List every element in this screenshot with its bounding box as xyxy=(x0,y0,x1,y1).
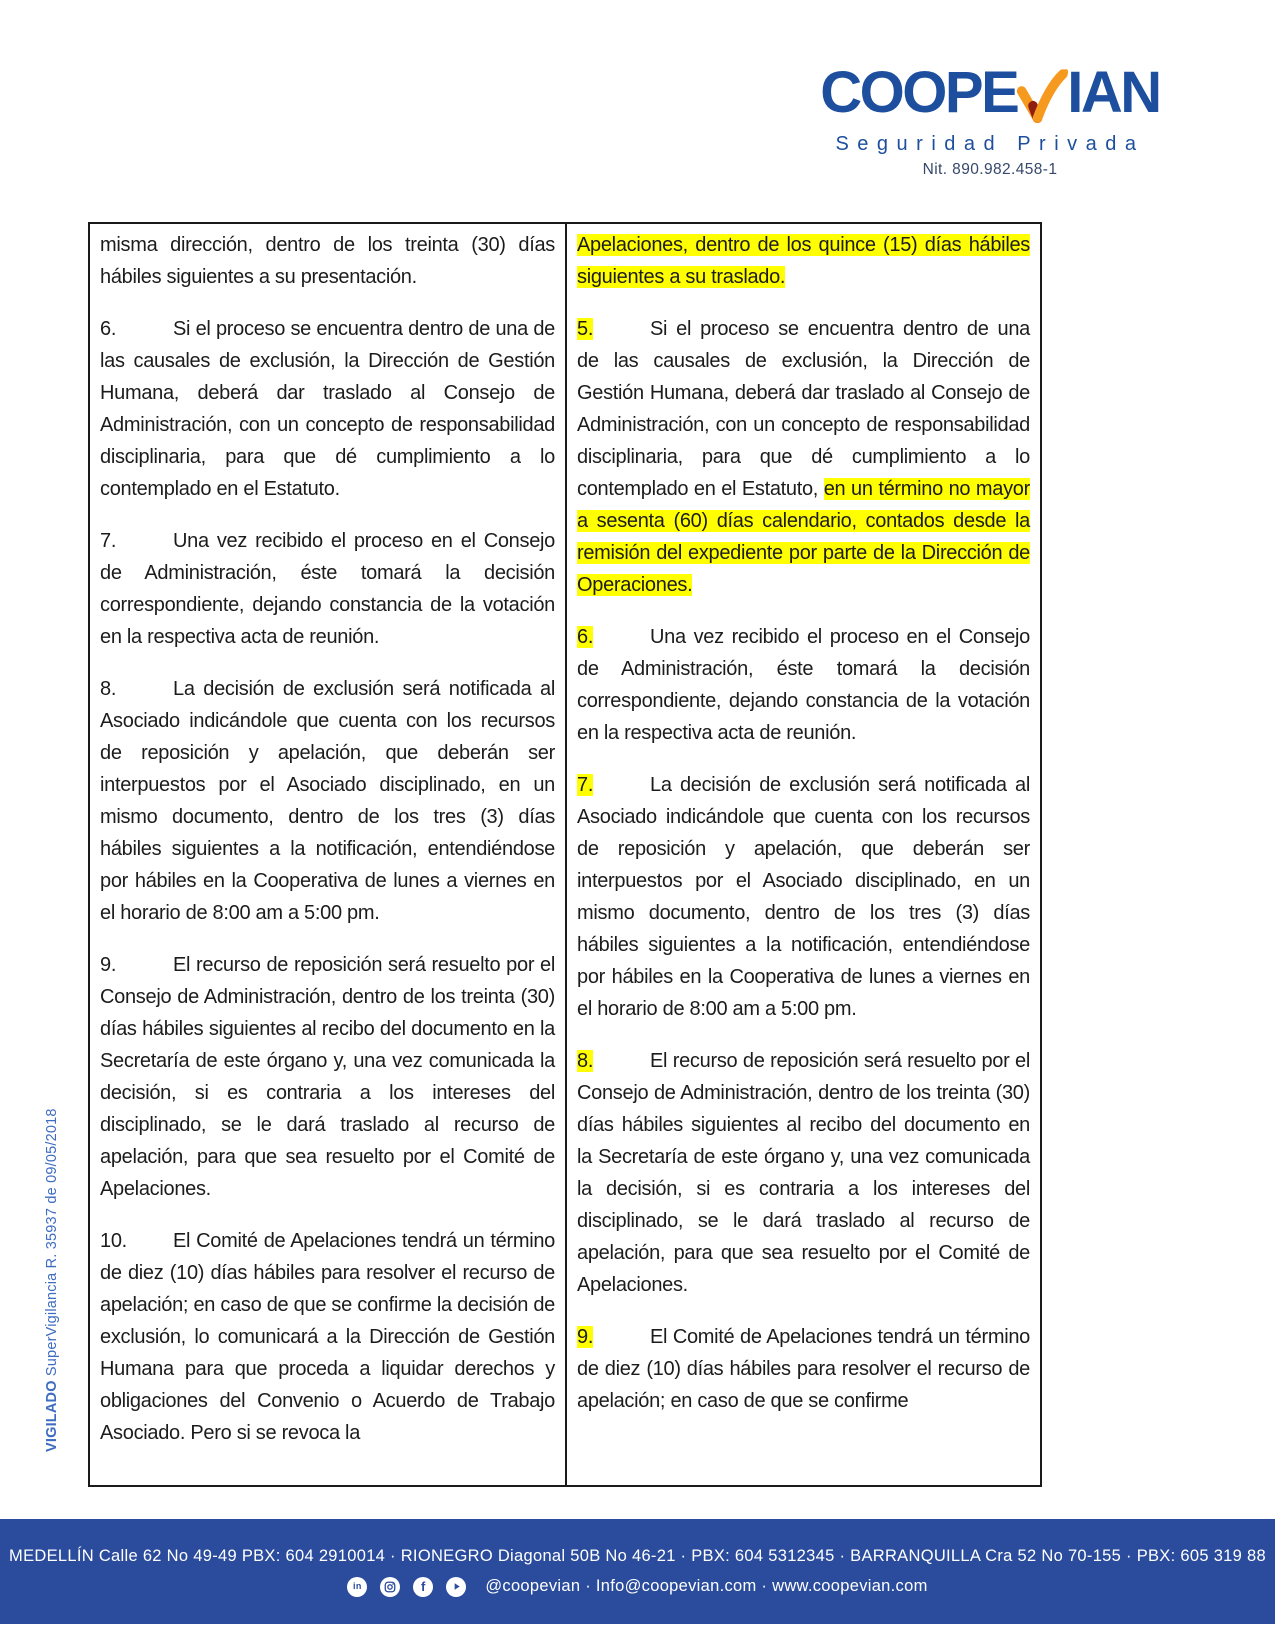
footer-bar xyxy=(0,1519,1275,1624)
vigilado-watermark xyxy=(44,1108,60,1452)
paragraph-number: 10. xyxy=(100,1230,127,1252)
paragraph xyxy=(577,229,1030,293)
paragraph-number: 8. xyxy=(577,1050,594,1072)
footer-contact-row xyxy=(347,1577,927,1597)
instagram-icon xyxy=(380,1577,400,1597)
brand-name-prefix: COOPE xyxy=(820,60,1018,125)
paragraph xyxy=(577,313,1030,601)
paragraph xyxy=(577,1321,1030,1417)
paragraph xyxy=(577,769,1030,1025)
body-text: El recurso de reposición será resuelto por el Consejo de Administración, dentro de los treinta (30) días hábiles siguientes al recibo del documento en la Secretaría de este órgano y, una vez comunicada la decisión, si es contraria a los intereses del disciplinado, se le dará traslado al recurso de apelación, para que sea resuelto por el Comité de Apelaciones. xyxy=(577,1050,1030,1296)
brand-name-suffix: IAN xyxy=(1067,60,1160,125)
brand-tagline: Seguridad Privada xyxy=(835,133,1145,155)
comparison-table xyxy=(88,222,1042,1487)
footer-contact-text: @coopevian · Info@coopevian.com · www.coopevian.com xyxy=(485,1577,928,1595)
paragraph-number: 6. xyxy=(100,318,117,340)
footer-addresses: MEDELLÍN Calle 62 No 49-49 PBX: 604 2910014 · RIONEGRO Diagonal 50B No 46-21 · PBX: 604 5312345 · BARRANQUILLA Cra 52 No 70-155 · PBX: 605 319 88 xyxy=(9,1546,1266,1565)
vigilado-label: VIGILADO xyxy=(44,1380,60,1452)
body-text: La decisión de exclusión será notificada al Asociado indicándole que cuenta con los recursos de reposición y apelación, que deberán ser interpuestos por el Asociado disciplinado, en un mismo documento, dentro de los tres (3) días hábiles siguientes a la notificación, entendiéndose por hábiles en la Cooperativa de lunes a viernes en el horario de 8:00 am a 5:00 pm. xyxy=(577,774,1030,1020)
table-cell-left xyxy=(90,224,565,1485)
body-text: Una vez recibido el proceso en el Consejo de Administración, éste tomará la decisión correspondiente, dejando constancia de la votación en la respectiva acta de reunión. xyxy=(577,626,1030,744)
paragraph-number: 9. xyxy=(577,1326,594,1348)
paragraph xyxy=(100,313,555,505)
brand-v-swoosh-icon xyxy=(1016,65,1068,125)
body-text: misma dirección, dentro de los treinta (30) días hábiles siguientes a su presentación. xyxy=(100,234,555,288)
paragraph xyxy=(577,621,1030,749)
highlighted-text: Apelaciones, dentro de los quince (15) días hábiles siguientes a su traslado. xyxy=(577,234,1030,288)
paragraph-number: 7. xyxy=(100,530,117,552)
facebook-icon: f xyxy=(413,1577,433,1597)
body-text: Si el proceso se encuentra dentro de una de las causales de exclusión, la Dirección de Gestión Humana, deberá dar traslado al Consejo de Administración, con un concepto de responsabilidad disciplinaria, para que dé cumplimiento a lo contemplado en el Estatuto, xyxy=(577,318,1030,500)
paragraph-number: 7. xyxy=(577,774,594,796)
body-text: La decisión de exclusión será notificada al Asociado indicándole que cuenta con los recursos de reposición y apelación, que deberán ser interpuestos por el Asociado disciplinado, en un mismo documento, dentro de los tres (3) días hábiles siguientes a la notificación, entendiéndose por hábiles en la Cooperativa de lunes a viernes en el horario de 8:00 am a 5:00 pm. xyxy=(100,678,555,924)
body-text: El Comité de Apelaciones tendrá un término de diez (10) días hábiles para resolver el recurso de apelación; en caso de que se confirme xyxy=(577,1326,1030,1412)
paragraph-number: 8. xyxy=(100,678,117,700)
paragraph xyxy=(100,949,555,1205)
body-text: Si el proceso se encuentra dentro de una de las causales de exclusión, la Dirección de Gestión Humana, deberá dar traslado al Consejo de Administración, con un concepto de responsabilidad disciplinaria, para que dé cumplimiento a lo contemplado en el Estatuto. xyxy=(100,318,555,500)
paragraph xyxy=(100,525,555,653)
youtube-icon xyxy=(446,1577,466,1597)
body-text: El Comité de Apelaciones tendrá un término de diez (10) días hábiles para resolver el recurso de apelación; en caso de que se confirme la decisión de exclusión, lo comunicará a la Dirección de Gestión Humana para que proceda a liquidar derechos y obligaciones del Convenio o Acuerdo de Trabajo Asociado. Pero si se revoca la xyxy=(100,1230,555,1444)
paragraph-number: 5. xyxy=(577,318,594,340)
linkedin-icon: in xyxy=(347,1577,367,1597)
paragraph xyxy=(100,673,555,929)
body-text: Una vez recibido el proceso en el Consejo de Administración, éste tomará la decisión correspondiente, dejando constancia de la votación en la respectiva acta de reunión. xyxy=(100,530,555,648)
brand-nit: Nit. 890.982.458-1 xyxy=(922,161,1058,178)
paragraph-number: 6. xyxy=(577,626,594,648)
paragraph xyxy=(100,229,555,293)
body-text: El recurso de reposición será resuelto por el Consejo de Administración, dentro de los treinta (30) días hábiles siguientes al recibo del documento en la Secretaría de este órgano y, una vez comunicada la decisión, si es contraria a los intereses del disciplinado, se le dará traslado al recurso de apelación, para que sea resuelto por el Comité de Apelaciones. xyxy=(100,954,555,1200)
paragraph xyxy=(100,1225,555,1449)
table-cell-right xyxy=(565,224,1040,1485)
paragraph xyxy=(577,1045,1030,1301)
highlighted-text: en un término no mayor a sesenta (60) días calendario, contados desde la remisión del expediente por parte de la Dirección de Operaciones. xyxy=(577,478,1030,596)
vigilado-detail: SuperVigilancia R. 35937 de 09/05/2018 xyxy=(44,1108,60,1381)
header-logo xyxy=(780,62,1200,179)
paragraph-number: 9. xyxy=(100,954,117,976)
brand-wordmark xyxy=(780,60,1200,125)
